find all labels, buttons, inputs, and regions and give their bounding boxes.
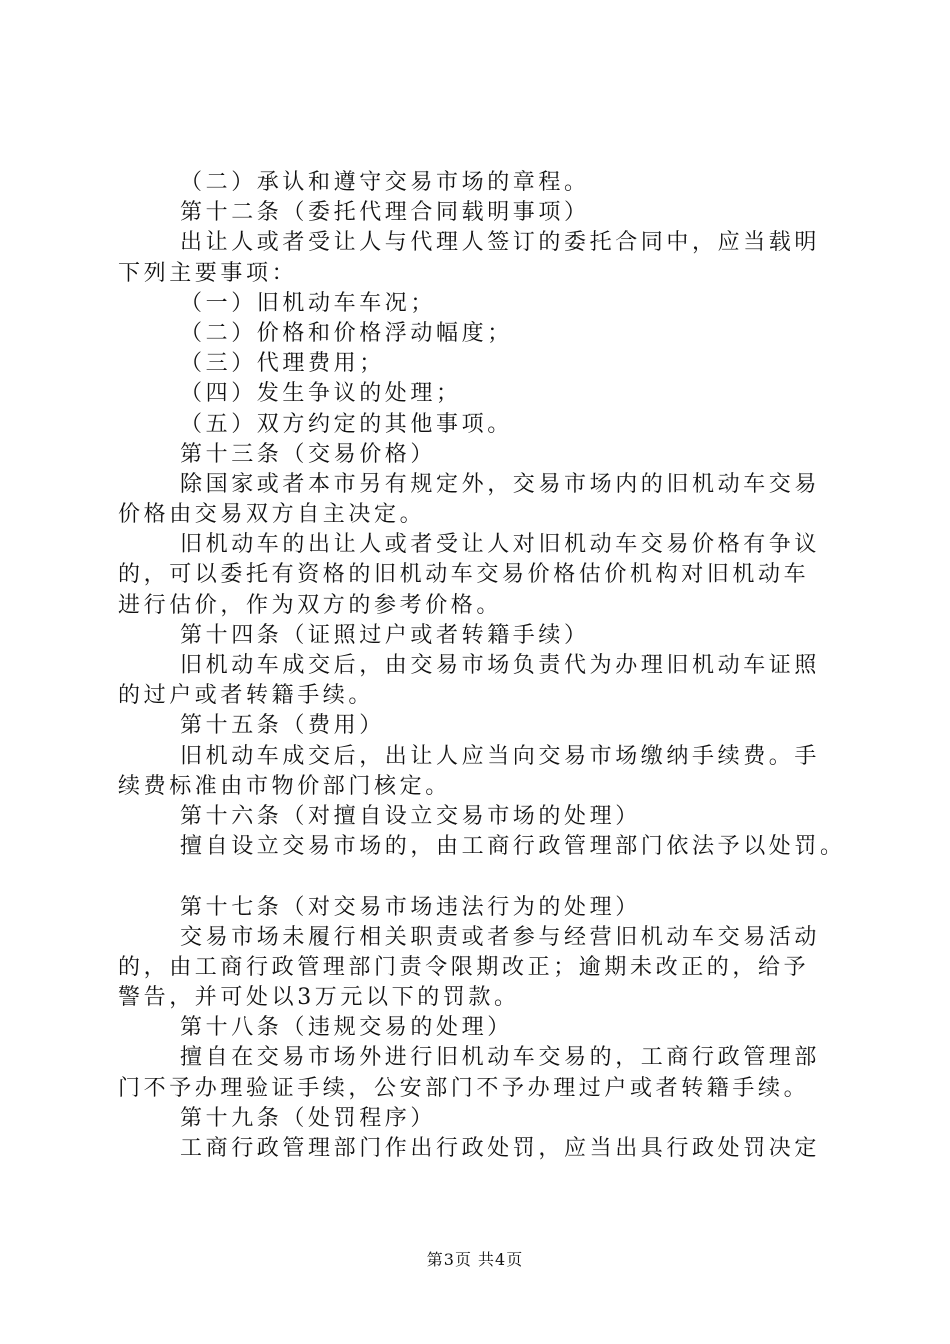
blank-line	[118, 862, 834, 892]
text-line: 的，由工商行政管理部门责令限期改正；逾期未改正的，给予	[118, 954, 810, 980]
text-line: 第十三条（交易价格）	[180, 441, 437, 467]
text-line: 交易市场未履行相关职责或者参与经营旧机动车交易活动	[180, 924, 821, 950]
text-line: （四）发生争议的处理；	[180, 381, 462, 407]
text-line: 门不予办理验证手续，公安部门不予办理过户或者转籍手续。	[118, 1075, 810, 1101]
text-line: 的，可以委托有资格的旧机动车交易价格估价机构对旧机动车	[118, 562, 810, 588]
text-line: （五）双方约定的其他事项。	[180, 411, 513, 437]
text-line: 进行估价，作为双方的参考价格。	[118, 592, 503, 618]
document-body	[118, 168, 846, 1164]
text-line: 擅自在交易市场外进行旧机动车交易的，工商行政管理部	[180, 1045, 821, 1071]
text-line: 的过户或者转籍手续。	[118, 683, 375, 709]
text-line: 除国家或者本市另有规定外，交易市场内的旧机动车交易	[180, 471, 821, 497]
text-line: 出让人或者受让人与代理人签订的委托合同中，应当载明	[180, 230, 821, 256]
text-line: 擅自设立交易市场的，由工商行政管理部门依法予以处罚。	[180, 834, 846, 860]
text-line: 旧机动车的出让人或者受让人对旧机动车交易价格有争议	[180, 532, 821, 558]
text-line: 警告，并可处以3万元以下的罚款。	[118, 985, 520, 1011]
page-footer: 第3页 共4页	[426, 1250, 524, 1269]
text-line: （三）代理费用；	[180, 351, 385, 377]
text-line: （二）价格和价格浮动幅度；	[180, 320, 513, 346]
text-line: （一）旧机动车车况；	[180, 290, 437, 316]
text-line: 第十九条（处罚程序）	[180, 1105, 437, 1131]
text-line: 第十四条（证照过户或者转籍手续）	[180, 622, 590, 648]
text-line: 第十五条（费用）	[180, 713, 385, 739]
text-line: （二）承认和遵守交易市场的章程。	[180, 170, 590, 195]
text-line: 第十八条（违规交易的处理）	[180, 1015, 513, 1041]
text-line: 旧机动车成交后，出让人应当向交易市场缴纳手续费。手	[180, 743, 821, 769]
text-line: 工商行政管理部门作出行政处罚，应当出具行政处罚决定	[180, 1136, 821, 1161]
text-line: 第十七条（对交易市场违法行为的处理）	[180, 894, 641, 920]
text-line: 旧机动车成交后，由交易市场负责代为办理旧机动车证照	[180, 653, 821, 678]
text-line: 下列主要事项：	[118, 260, 298, 286]
text-line: 第十二条（委托代理合同载明事项）	[180, 200, 590, 226]
text-line: 第十六条（对擅自设立交易市场的处理）	[180, 803, 641, 829]
text-line: 续费标准由市物价部门核定。	[118, 773, 451, 799]
text-line: 价格由交易双方自主决定。	[118, 502, 426, 528]
